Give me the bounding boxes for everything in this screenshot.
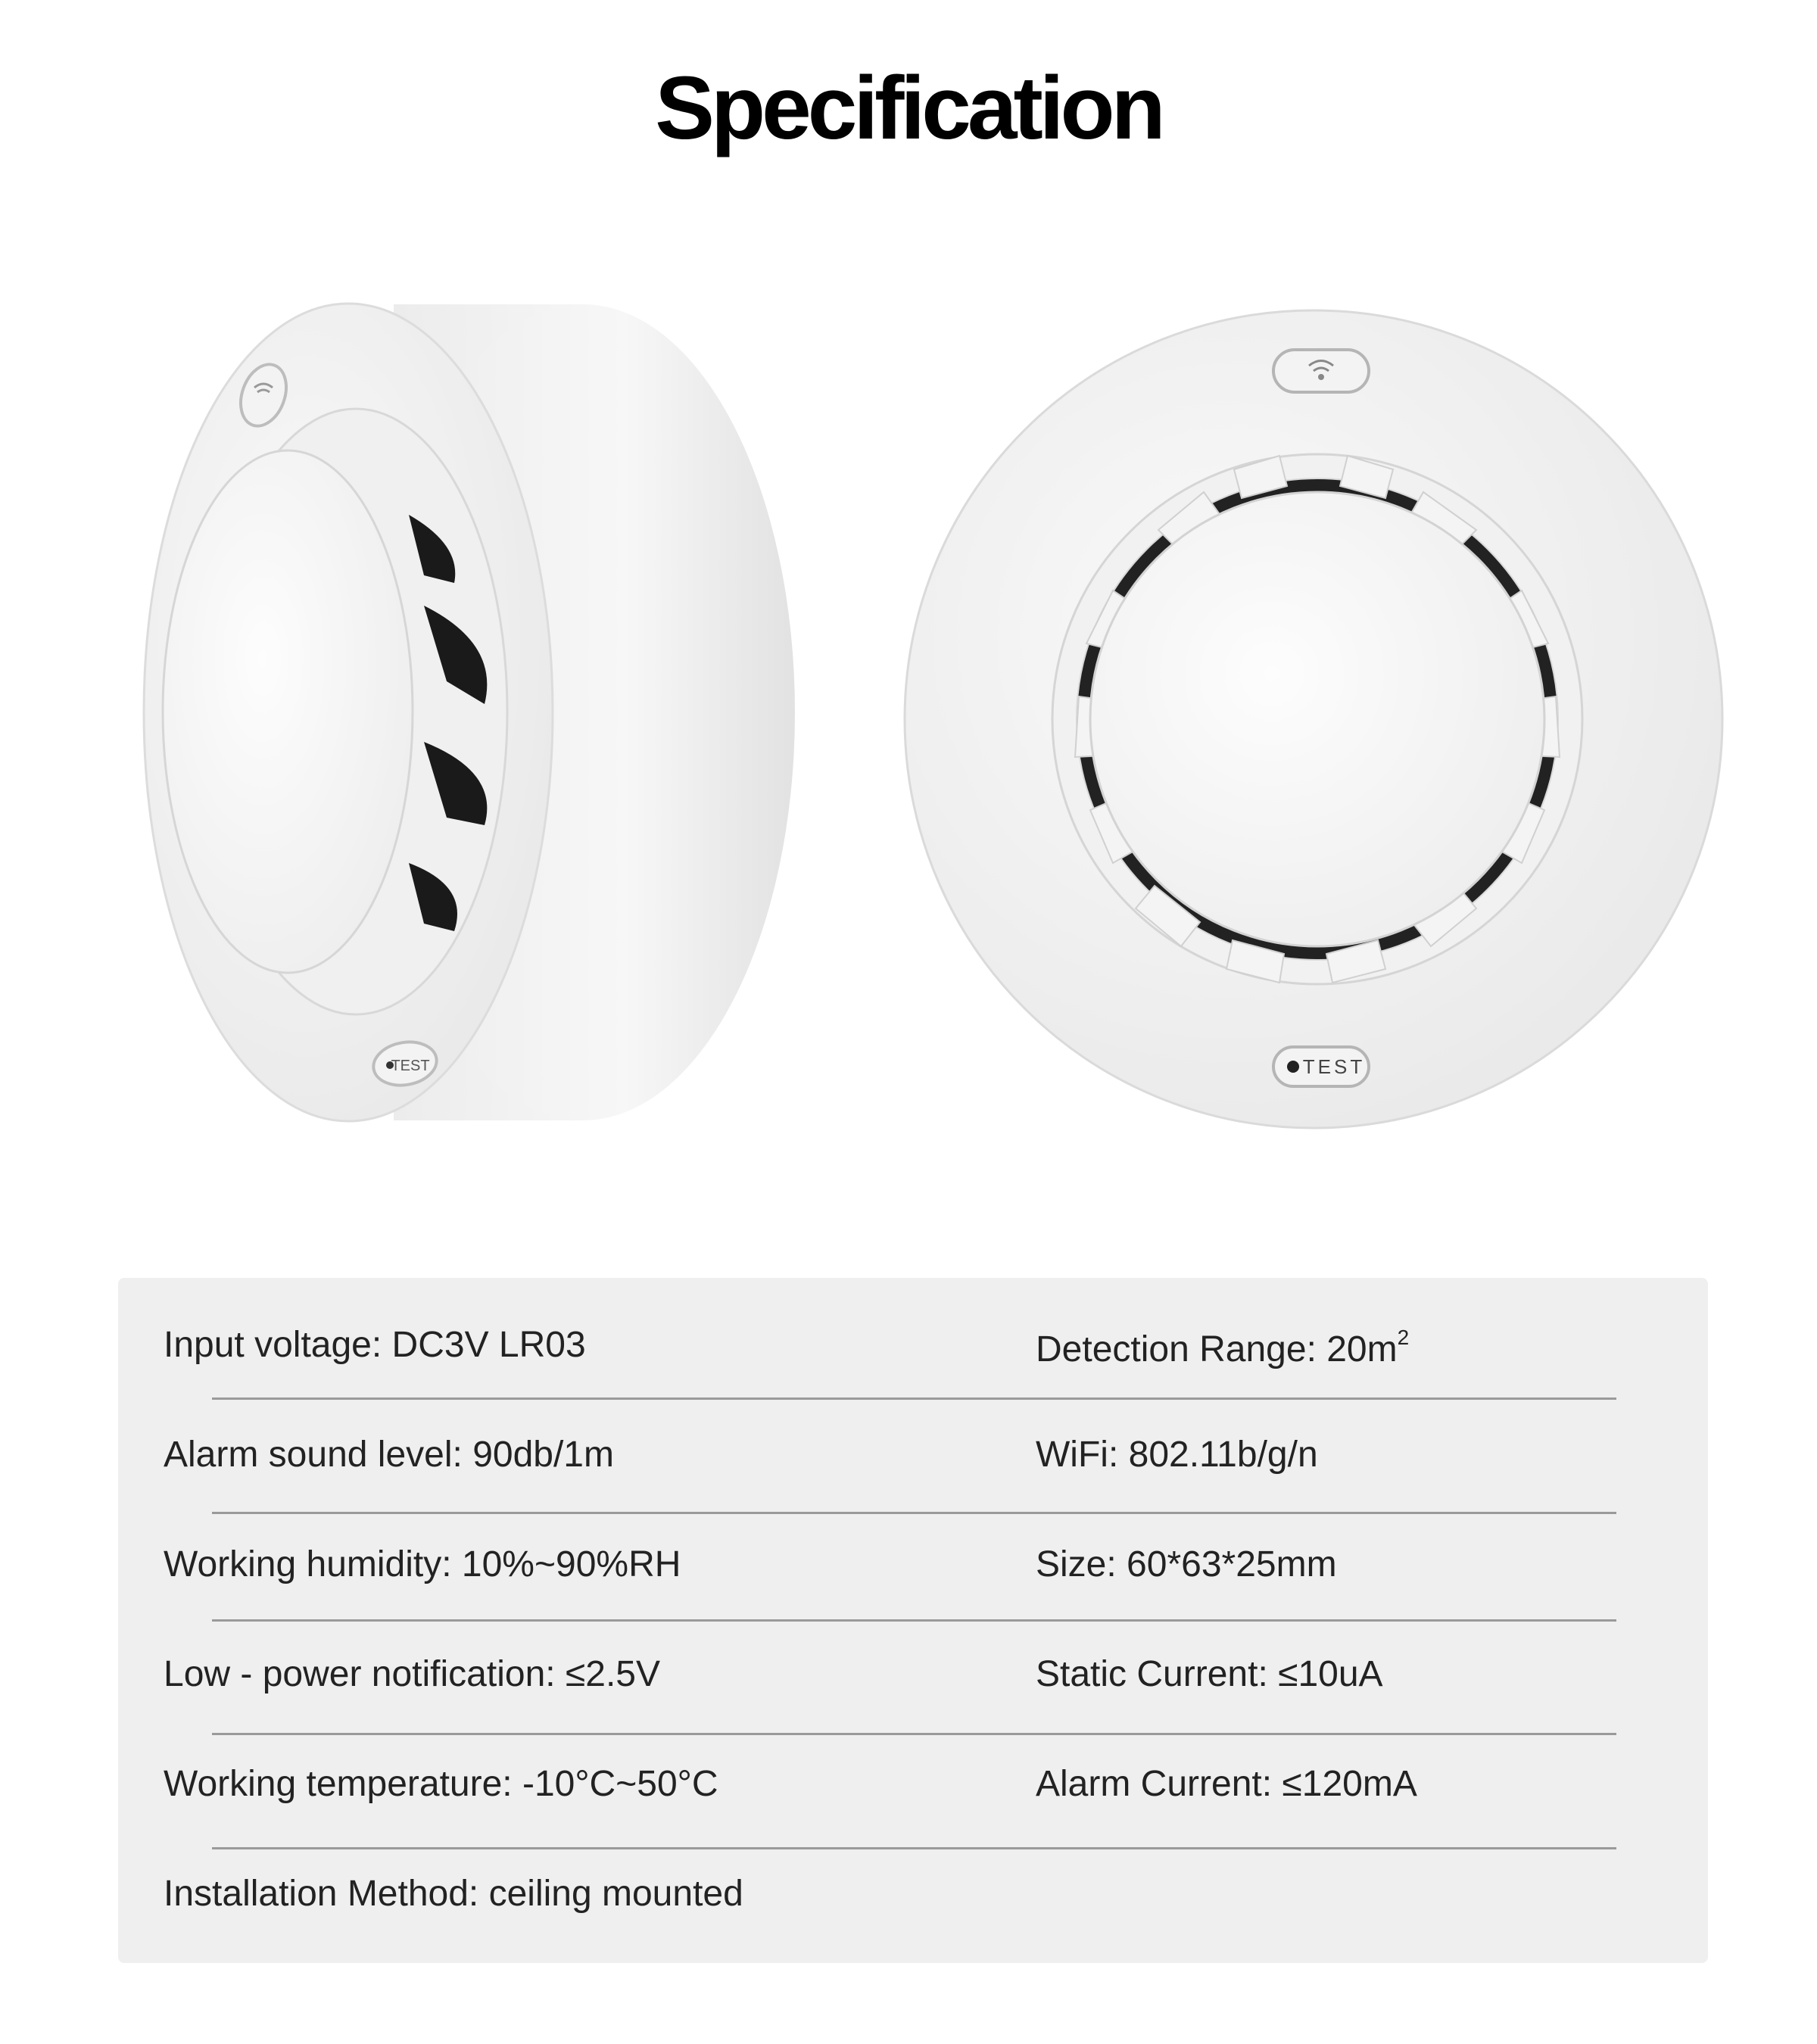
svg-text:TEST: TEST [391,1058,430,1074]
spec-installation-method: Installation Method: ceiling mounted [164,1874,743,1914]
svg-text:TEST: TEST [1302,1055,1366,1078]
row-divider [212,1512,1616,1514]
row-divider [212,1619,1616,1622]
spec-low-power-notification: Low - power notification: ≤2.5V [164,1654,661,1694]
row-divider [212,1847,1616,1849]
front-wifi-icon [1273,350,1369,392]
product-image [0,288,1817,1158]
spec-static-current: Static Current: ≤10uA [1036,1654,1383,1694]
spec-working-humidity: Working humidity: 10%~90%RH [164,1544,681,1584]
spec-input-voltage: Input voltage: DC3V LR03 [164,1325,586,1365]
spec-wifi: WiFi: 802.11b/g/n [1036,1435,1318,1475]
spec-size: Size: 60*63*25mm [1036,1544,1337,1584]
spec-detection-range: Detection Range: $20m^2$ [1036,1326,1410,1369]
row-divider [212,1397,1616,1400]
spec-alarm-current: Alarm Current: ≤120mA [1036,1764,1417,1804]
spec-alarm-sound-level: Alarm sound level: 90db/1m [164,1435,614,1475]
front-test-button [1273,1047,1369,1086]
spec-working-temperature: Working temperature: -10°C~50°C [164,1764,718,1804]
front-view-detector [905,310,1722,1128]
page-title: Specification [655,58,1162,158]
row-divider [212,1733,1616,1735]
side-view-detector [144,304,795,1121]
